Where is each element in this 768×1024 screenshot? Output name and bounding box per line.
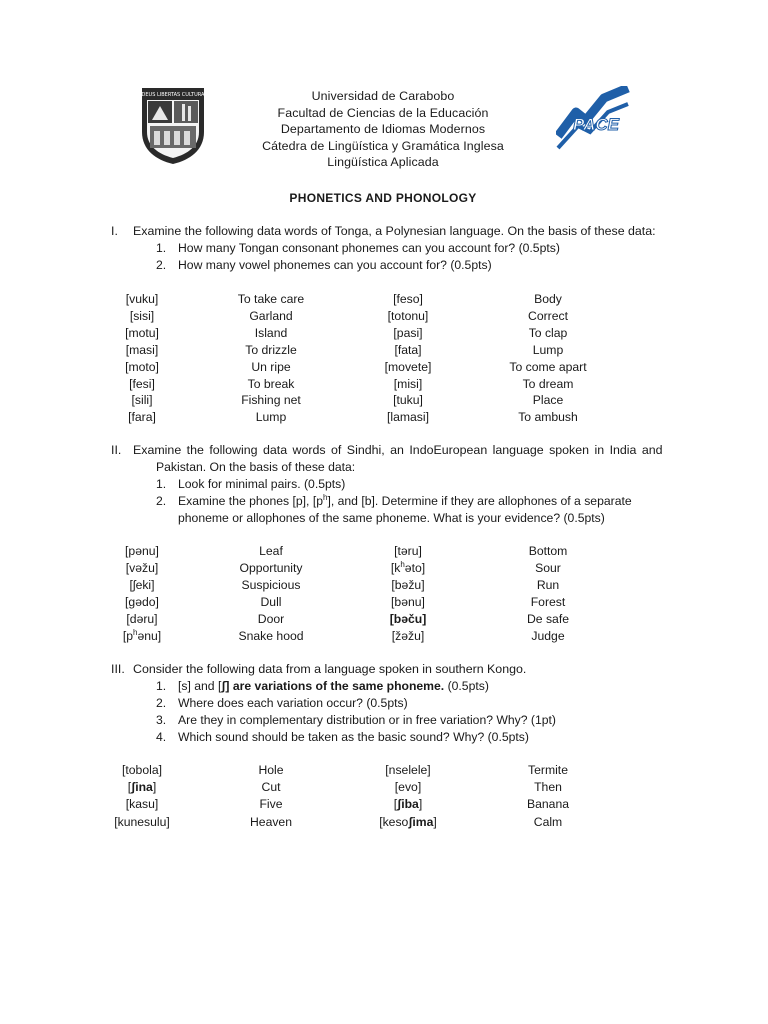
table-cell-gloss-2: Bottom xyxy=(528,544,568,558)
table-cell-word-1: [fesi] xyxy=(129,376,155,391)
table-cell-word-1: [kasu] xyxy=(125,797,159,812)
table-cell-gloss-2: To clap xyxy=(528,325,568,340)
question-1-1: 1. How many Tongan consonant phonemes can you account for? (0.5pts) xyxy=(156,241,560,255)
question-1-2: 2. How many vowel phonemes can you account for? (0.5pts) xyxy=(156,258,492,272)
table-cell-word-2: [pasi] xyxy=(393,325,423,340)
table-cell-gloss-1: To drizzle xyxy=(245,342,297,357)
table-cell-gloss-1: Garland xyxy=(249,308,293,323)
section-2-text-cont: Pakistan. On the basis of these data: xyxy=(156,460,356,474)
table-cell-word-1: [moto] xyxy=(125,359,159,374)
table-cell-word-1: [ʃeki] xyxy=(129,577,155,592)
faculty-name: Facultad de Ciencias de la Educación xyxy=(277,105,489,120)
question-3-2: 2. Where does each variation occur? (0.5pts) xyxy=(156,696,408,710)
table-cell-word-1: [vəžu] xyxy=(125,560,159,575)
crest-motto: DEUS LIBERTAS CULTURA xyxy=(141,92,205,98)
table-cell-word-1: [motu] xyxy=(125,325,159,340)
table-cell-word-2: [evo] xyxy=(394,780,422,795)
table-cell-gloss-1: Fishing net xyxy=(241,393,301,408)
question-2-1: 1. Look for minimal pairs. (0.5pts) xyxy=(156,477,346,491)
table-cell-word-1: [sili] xyxy=(131,393,153,408)
university-crest-logo xyxy=(140,86,206,166)
table-cell-gloss-2: Lump xyxy=(532,342,564,357)
table-cell-word-1: [masi] xyxy=(125,342,159,357)
section-2-number: II. xyxy=(111,443,122,457)
table-cell-word-1: [pənu] xyxy=(125,544,159,558)
section-3-heading xyxy=(111,661,679,678)
table-cell-word-2: [ʃiba] xyxy=(393,797,423,812)
table-cell-word-2: [təru] xyxy=(394,544,422,558)
table-cell-word-2: [movete] xyxy=(384,359,432,374)
table-cell-word-2: $[k^həto]$ xyxy=(390,559,426,575)
section-1-text: Examine the following data words of Tonga, a Polynesian language. On the basis of these data: xyxy=(133,224,656,238)
question-2-2: 2. Examine the phones [p], $[p^h]$, and [b]. Determine if they are allophones of a separate xyxy=(156,492,632,508)
pace-logo xyxy=(556,86,630,152)
table-cell-gloss-2: De safe xyxy=(526,611,569,626)
section-2-text: Examine the following data words of Sindhi, an IndoEuropean language spoken in India and xyxy=(133,443,663,457)
table-cell-gloss-2: Termite xyxy=(528,763,568,777)
table-cell-gloss-2: Then xyxy=(534,780,562,795)
table-cell-word-2: [kesoʃima] xyxy=(379,814,437,829)
institution-header xyxy=(200,88,566,171)
university-name: Universidad de Carabobo xyxy=(311,89,455,103)
table-cell-gloss-1: Suspicious xyxy=(241,577,301,592)
table-cell-gloss-1: Snake hood xyxy=(238,628,304,643)
table-cell-word-2: [feso] xyxy=(393,292,423,306)
table-cell-word-1: [gədo] xyxy=(125,594,159,609)
table-cell-word-1: [ʃina] xyxy=(127,780,157,795)
question-2-2-cont: phoneme or allophones of the same phoneme. What is your evidence? (0.5pts) xyxy=(178,511,605,525)
document-title: PHONETICS AND PHONOLOGY xyxy=(289,191,477,205)
table-cell-word-1: [sisi] xyxy=(129,308,155,323)
table-cell-gloss-1: Opportunity xyxy=(239,560,303,575)
table-cell-word-2: [totonu] xyxy=(387,308,429,323)
table-cell-gloss-1: Dull xyxy=(260,594,282,609)
table-cell-gloss-2: Banana xyxy=(526,797,570,812)
table-cell-gloss-1: Island xyxy=(254,325,288,340)
department-name: Departamento de Idiomas Modernos xyxy=(280,122,486,137)
table-cell-gloss-1: To take care xyxy=(237,292,305,306)
table-cell-gloss-2: Place xyxy=(532,393,564,408)
table-cell-gloss-2: To ambush xyxy=(518,410,578,425)
table-cell-word-2: [bəču] xyxy=(389,611,427,626)
pace-logo-text: PACE xyxy=(573,115,619,134)
table-cell-word-1: [tobola] xyxy=(122,763,162,777)
table-cell-word-2: [fata] xyxy=(394,342,422,357)
table-cell-word-2: [bənu] xyxy=(391,594,425,609)
table-cell-word-2: [misi] xyxy=(393,376,423,391)
table-cell-word-1: [dəru] xyxy=(126,611,158,626)
table-cell-gloss-1: Cut xyxy=(261,780,281,795)
table-cell-gloss-2: Correct xyxy=(528,308,568,323)
table-cell-gloss-1: Five xyxy=(259,797,283,812)
section-3-text: Consider the following data from a language spoken in southern Kongo. xyxy=(133,662,527,676)
table-cell-word-2: [nselele] xyxy=(385,763,431,777)
table-cell-gloss-2: Sour xyxy=(535,560,561,575)
table-cell-gloss-1: Heaven xyxy=(249,814,292,829)
question-3-3: 3. Are they in complementary distribution or in free variation? Why? (1pt) xyxy=(156,713,556,727)
question-3-1: 1. [s] and [ʃ] are variations of the same phoneme. (0.5pts) xyxy=(156,679,489,693)
table-cell-gloss-2: To dream xyxy=(522,376,574,391)
table-cell-gloss-1: Leaf xyxy=(259,544,283,558)
table-cell-word-2: [lamasi] xyxy=(387,410,429,425)
section-1-number: I. xyxy=(111,224,118,238)
table-cell-gloss-2: Run xyxy=(536,577,560,592)
table-cell-gloss-1: Door xyxy=(257,611,285,626)
table-cell-gloss-1: To break xyxy=(247,376,295,391)
table-cell-word-2: [tuku] xyxy=(393,393,423,408)
table-cell-gloss-1: Hole xyxy=(258,763,284,777)
table-cell-gloss-1: Un ripe xyxy=(251,359,291,374)
table-cell-gloss-2: To come apart xyxy=(509,359,587,374)
table-cell-word-1: [fara] xyxy=(128,410,156,425)
table-cell-gloss-2: Body xyxy=(534,292,562,306)
table-cell-word-1: [kunesulu] xyxy=(114,814,170,829)
course-name: Lingüística Aplicada xyxy=(327,155,439,170)
question-3-4: 4. Which sound should be taken as the basic sound? Why? (0.5pts) xyxy=(156,730,529,744)
table-cell-gloss-2: Calm xyxy=(533,814,563,829)
section-2-heading xyxy=(111,442,679,459)
table-cell-gloss-2: Forest xyxy=(530,594,566,609)
table-cell-gloss-2: Judge xyxy=(531,628,565,643)
section-3-number: III. xyxy=(111,662,125,676)
table-cell-word-1: $[p^hənu]$ xyxy=(122,627,162,643)
section-1-heading xyxy=(111,223,679,240)
table-cell-gloss-1: Lump xyxy=(255,410,287,425)
table-cell-word-2: [bəžu] xyxy=(391,577,425,592)
table-cell-word-1: [vuku] xyxy=(125,292,159,306)
chair-name: Cátedra de Lingüística y Gramática Inglesa xyxy=(262,138,504,153)
table-cell-word-2: [žəžu] xyxy=(391,628,425,643)
